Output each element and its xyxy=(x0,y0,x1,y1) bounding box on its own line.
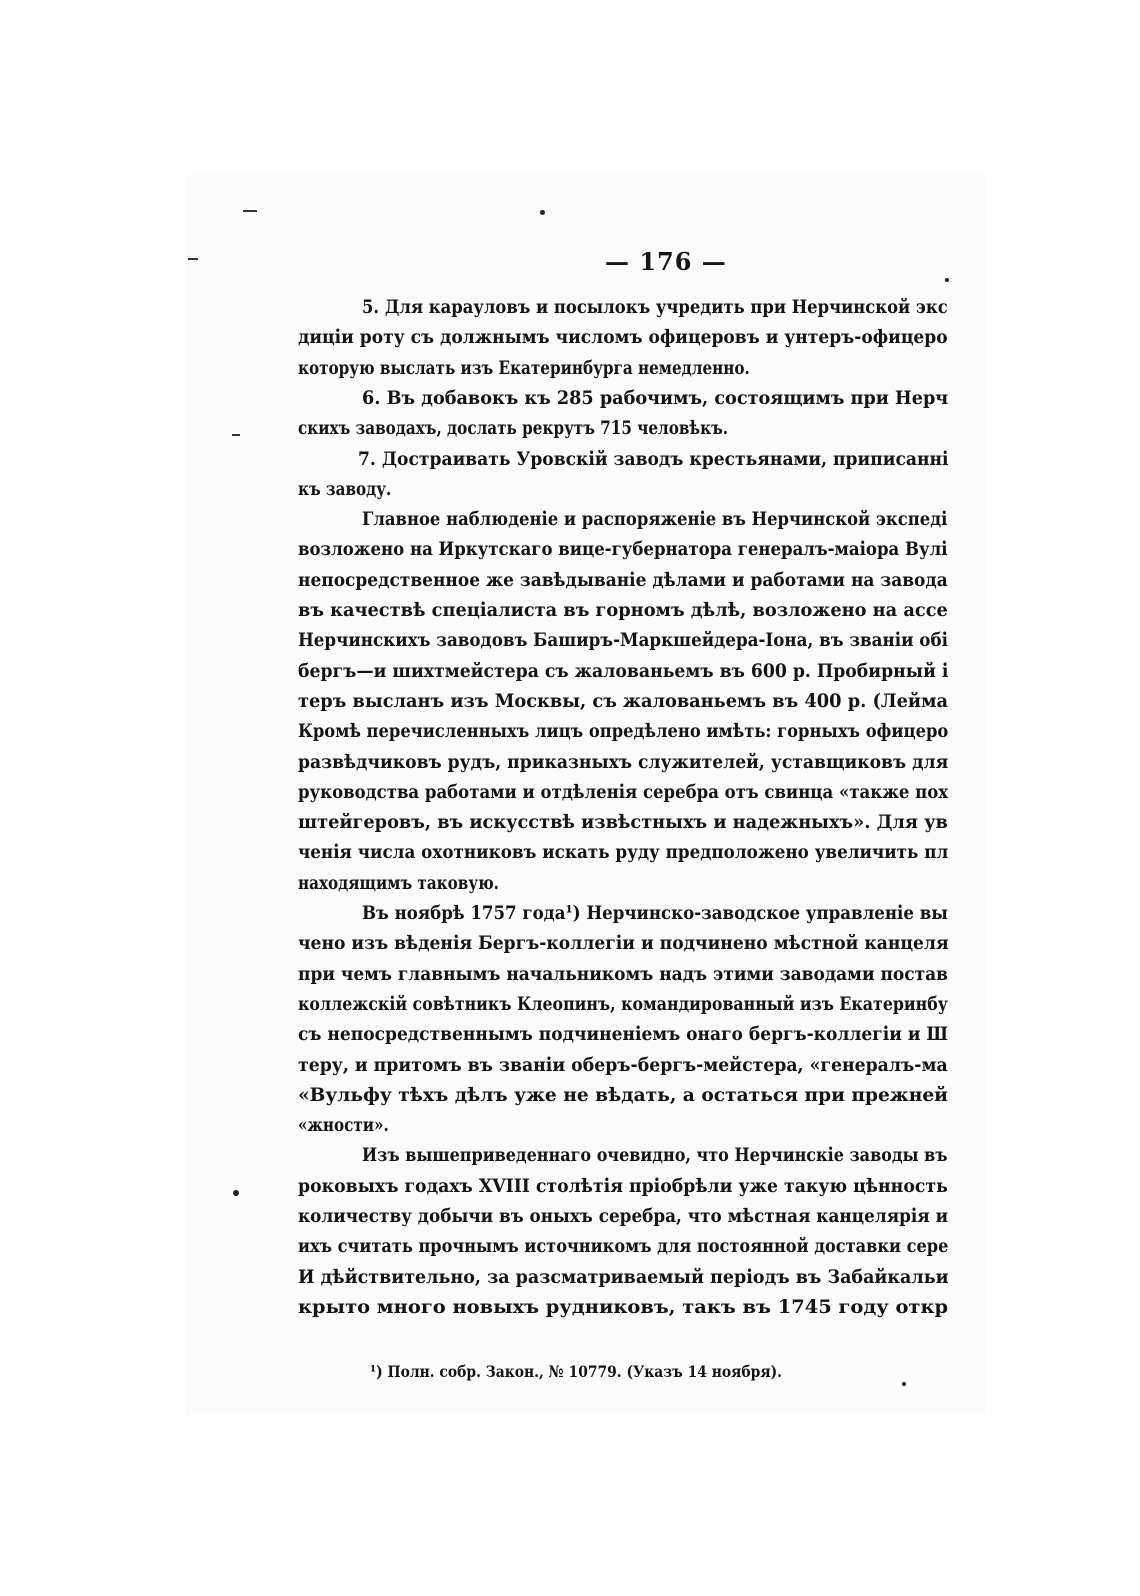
text-line: которую выслать изъ Екатеринбурга немедленно. xyxy=(298,356,750,379)
text-line: Изъ вышеприведеннаго очевидно, что Нерчинскіе заводы въ xyxy=(362,1144,948,1167)
text-line: 5. Для карауловъ и посылокъ учредить при Нерчинской экс xyxy=(362,296,948,318)
text-line: чено изъ вѣденія Бергъ-коллегіи и подчинено мѣстной канцеля xyxy=(298,932,949,955)
text-line: ихъ считать прочнымъ источникомъ для постоянной доставки сере xyxy=(298,1235,949,1258)
text-line: руководства работами и отдѣленія серебра отъ свинца «также пох xyxy=(298,780,949,803)
text-line: ченія числа охотниковъ искать руду предположено увеличить пл xyxy=(298,841,949,864)
scan-mark xyxy=(945,278,949,282)
text-line: количеству добычи въ оныхъ серебра, что мѣстная канцелярія и xyxy=(298,1205,949,1227)
scan-mark xyxy=(232,434,240,436)
text-line: Въ ноябрѣ 1757 года¹) Нерчинско-заводское управленіе вы xyxy=(362,902,948,924)
text-line: при чемъ главнымъ начальникомъ надъ этими заводами постав xyxy=(298,962,948,985)
text-line: въ качествѣ спеціалиста въ горномъ дѣлѣ, возложено на ассе xyxy=(298,599,948,621)
text-line: «жности». xyxy=(298,1114,389,1137)
text-line: И дѣйствительно, за разсматриваемый періодъ въ Забайкальи xyxy=(298,1265,949,1288)
text-line: Главное наблюденіе и распоряженіе въ Нерчинской экспеді xyxy=(362,508,948,531)
text-line: Кромѣ перечисленныхъ лицъ опредѣлено имѣть: горныхъ офицеро xyxy=(298,720,949,743)
text-line: Нерчинскихъ заводовъ Баширъ-Маркшейдера-Іона, въ званіи обі xyxy=(298,629,948,652)
scan-mark xyxy=(540,210,545,215)
text-line: «Вульфу тѣхъ дѣлъ уже не вѣдать, а остаться при прежней xyxy=(298,1083,948,1106)
text-line: находящимъ таковую. xyxy=(298,871,499,894)
text-line: скихъ заводахъ, дослать рекрутъ 715 человѣкъ. xyxy=(298,417,729,440)
text-line: теру, и притомъ въ званіи оберъ-бергъ-мейстера, «генералъ-ма xyxy=(298,1053,948,1076)
text-line: роковыхъ годахъ XVIII столѣтія пріобрѣли уже такую цѣнность xyxy=(298,1174,948,1197)
text-line: съ непосредственнымъ подчиненіемъ онаго бергъ-коллегіи и Ш xyxy=(298,1023,949,1046)
scan-mark xyxy=(243,210,257,212)
text-line: диціи роту съ должнымъ числомъ офицеровъ и унтеръ-офицеро xyxy=(298,326,948,349)
text-line: развѣдчиковъ рудъ, приказныхъ служителей, уставщиковъ для xyxy=(298,750,949,773)
scan-mark xyxy=(902,1382,906,1386)
text-line: непосредственное же завѣдываніе дѣлами и работами на завода xyxy=(298,568,948,591)
text-line: 7. Достраивать Уровскій заводъ крестьянами, приписанні xyxy=(358,447,949,470)
text-line: коллежскій совѣтникъ Клеопинъ, командированный изъ Екатеринбу xyxy=(298,992,948,1015)
text-line: штейгеровъ, въ искусствѣ извѣстныхъ и надежныхъ». Для ув xyxy=(298,811,948,834)
text-line: возложено на Иркутскаго вице-губернатора генералъ-маіора Вулі xyxy=(298,538,948,561)
scan-mark xyxy=(188,258,198,260)
text-line: 6. Въ добавокъ къ 285 рабочимъ, состоящимъ при Нерч xyxy=(362,386,949,409)
text-line: крыто много новыхъ рудниковъ, такъ въ 1745 году откр xyxy=(298,1295,949,1318)
text-line: бергъ—и шихтмейстера съ жалованьемъ въ 600 р. Пробирный і xyxy=(298,659,949,682)
scan-mark xyxy=(233,1190,239,1196)
page-number: — 176 — xyxy=(605,247,727,276)
footnote: ¹) Полн. собр. Закон., № 10779. (Указъ 14 ноября). xyxy=(370,1362,782,1381)
text-line: къ заводу. xyxy=(298,477,392,500)
text-line: теръ высланъ изъ Москвы, съ жалованьемъ въ 400 р. (Лейма xyxy=(298,689,949,712)
